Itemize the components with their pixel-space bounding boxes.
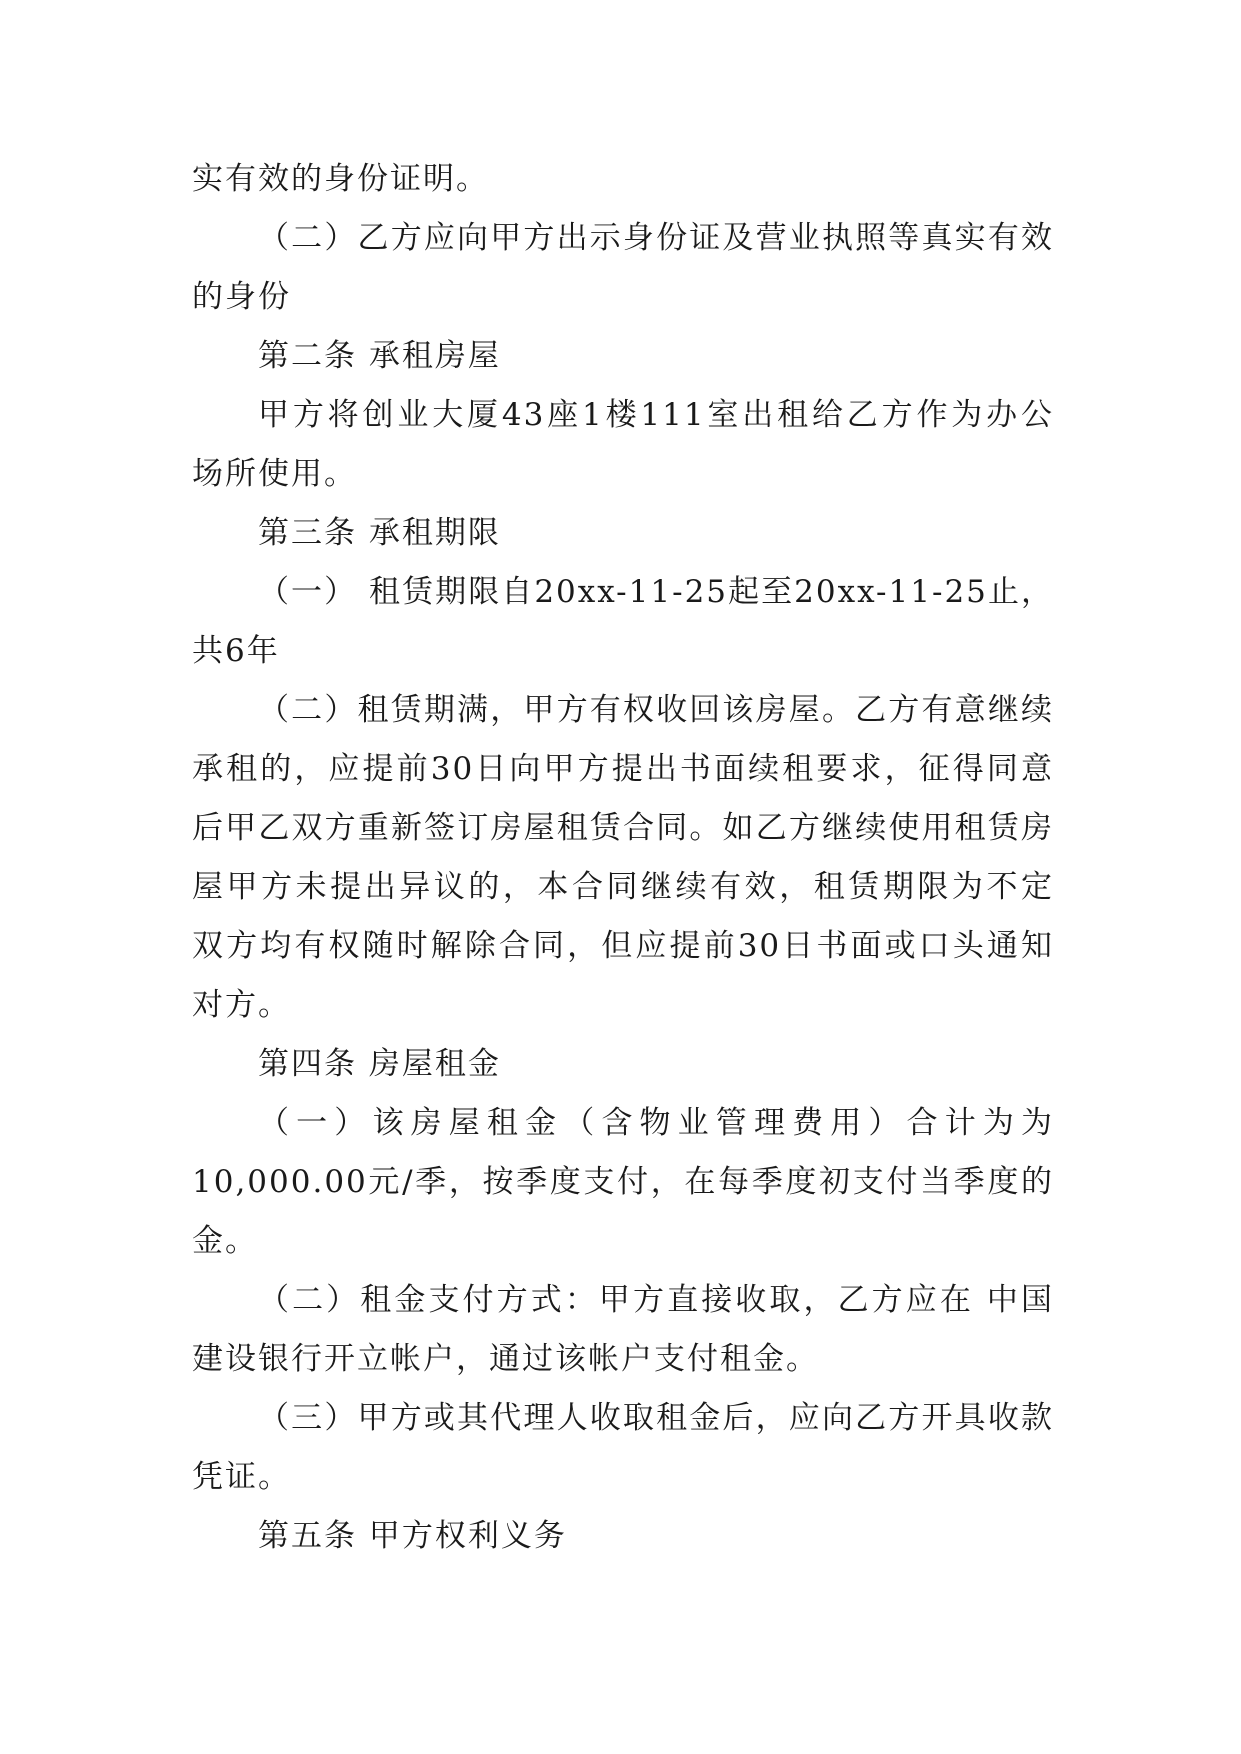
text-line: 甲方将创业大厦43座1楼111室出租给乙方作为办公 (258, 397, 1054, 433)
text-line: 对方。 (192, 987, 291, 1023)
text-line: 的身份 (192, 279, 291, 315)
section-heading: 第二条 承租房屋 (258, 338, 501, 374)
text-line: （三）甲方或其代理人收取租金后，应向乙方开具收款 (258, 1400, 1054, 1436)
text-line: 双方均有权随时解除合同，但应提前30日书面或口头通知 (192, 928, 1054, 964)
section-heading: 第四条 房屋租金 (258, 1046, 501, 1082)
text-line: （二）租赁期满，甲方有权收回该房屋。乙方有意继续 (258, 692, 1054, 728)
text-line: 场所使用。 (192, 456, 357, 492)
text-line: 实有效的身份证明。 (192, 161, 489, 197)
text-line: 共6年 (192, 633, 280, 669)
text-line: 凭证。 (192, 1459, 291, 1495)
text-line: （一）该房屋租金（含物业管理费用）合计为为 (258, 1105, 1054, 1141)
text-line: 10,000.00元/季，按季度支付，在每季度初支付当季度的 (192, 1164, 1054, 1200)
section-heading: 第三条 承租期限 (258, 515, 501, 551)
text-line: 建设银行开立帐户，通过该帐户支付租金。 (192, 1341, 819, 1377)
text-line: 金。 (192, 1223, 258, 1259)
section-heading: 第五条 甲方权利义务 (258, 1518, 567, 1554)
text-line: 屋甲方未提出异议的，本合同继续有效，租赁期限为不定 (192, 869, 1054, 905)
text-line: （二）租金支付方式：甲方直接收取，乙方应在 中国 (258, 1282, 1054, 1318)
text-line: （一） 租赁期限自20xx-11-25起至20xx-11-25止， (258, 574, 1054, 610)
text-line: 承租的，应提前30日向甲方提出书面续租要求，征得同意 (192, 751, 1054, 787)
text-line: （二）乙方应向甲方出示身份证及营业执照等真实有效 (258, 220, 1054, 256)
document-page (192, 150, 1054, 1566)
text-line: 后甲乙双方重新签订房屋租赁合同。如乙方继续使用租赁房 (192, 810, 1054, 846)
